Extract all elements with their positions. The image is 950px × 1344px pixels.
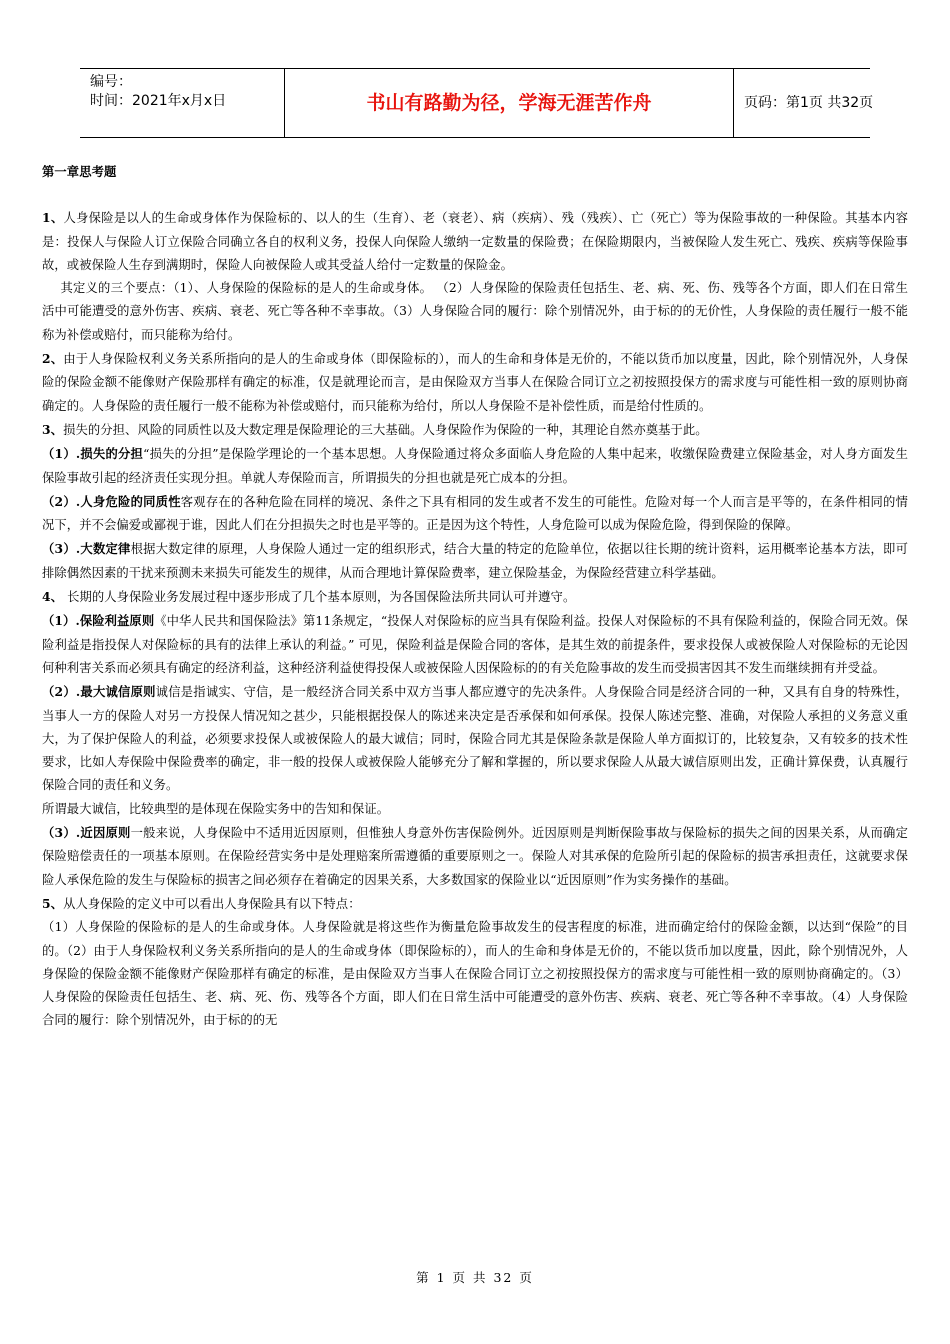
page-header — [80, 68, 874, 138]
paragraph-text: 所谓最大诚信，比较典型的是体现在保险实务中的告知和保证。 — [42, 801, 390, 816]
number-label: 编号： — [90, 74, 132, 90]
header-meta — [80, 69, 284, 137]
paragraph-11 — [42, 798, 908, 821]
paragraph-lead: （1）.保险利益原则 — [42, 613, 155, 629]
document-body — [42, 160, 908, 1033]
paragraph-lead: 4、 — [42, 589, 64, 605]
paragraph-lead: 2、 — [42, 351, 64, 367]
paragraph-7 — [42, 537, 908, 585]
paragraph-6 — [42, 490, 908, 538]
paragraph-14 — [42, 916, 908, 1032]
paragraph-9 — [42, 609, 908, 680]
page-footer: 第 1 页 共 32 页 — [416, 1270, 534, 1285]
paragraph-3 — [42, 347, 908, 418]
paragraph-text: 一般来说，人身保险中不适用近因原则，但惟独人身意外伤害保险例外。近因原则是判断保险事故与保险标的损失之间的因果关系，从而确定保险赔偿责任的一项基本原则。在保险经营实务中是处理赔案所需遵循的重要原则之一。保险人对其承保的危险所引起的保险标的损害承担责任，这就要求保险人承保危险的发生与保险标的损害之间必须存在着确定的因果关系，大多数国家的保险业以“近因原则”作为实务操作的基础。 — [42, 826, 908, 887]
paragraph-text: 《中华人民共和国保险法》第11条规定，“投保人对保险标的应当具有保险利益。投保人对保险标的不具有保险利益的，保险合同无效。保险利益是指投保人对保险标的具有的法律上承认的利益。” 可见，保险利益是保险合同的客体，是其生效的前提条件，要求投保人或被保险人对保险标的无论因何种利害关系而必须具有确定的经济利益，这种经济利益使得投保人或被保险人因保险标的的有关危险事故的发生而受损害因其不发生而继续拥有并受益。 — [42, 614, 908, 675]
paragraph-13 — [42, 892, 908, 916]
motto: 书山有路勤为径，学海无涯苦作舟 — [284, 69, 734, 137]
paragraph-1 — [42, 206, 908, 277]
paragraph-lead: （3）.近因原则 — [42, 825, 131, 841]
paragraph-5 — [42, 442, 908, 490]
paragraph-lead: （2）.最大诚信原则 — [42, 684, 156, 700]
paragraph-text: 诚信是指诚实、守信，是一般经济合同关系中双方当事人都应遵守的先决条件。人身保险合同是经济合同的一种，又具有自身的特殊性，当事人一方的保险人对另一方投保人情况知之甚少，只能根据投保人的陈述来决定是否承保和如何承保。投保人陈述完整、准确，对保险人承担的义务意义重大，为了保护保险人的利益，必须要求投保人或被保险人的最大诚信；同时，保险合同尤其是保险条款是保险人单方面拟订的，比较复杂，又有较多的技术性要求，比如人寿保险中保险费率的确定，非一般的投保人或被保险人能够充分了解和掌握的，所以要求保险人从最大诚信原则出发，正确计算保费，认真履行保险合同的责任和义务。 — [42, 685, 908, 793]
paragraph-text: 人身保险是以人的生命或身体作为保险标的、以人的生（生育）、老（衰老）、病（疾病）、残（残疾）、亡（死亡）等为保险事故的一种保险。其基本内容是：投保人与保险人订立保险合同确立各自的权利义务，投保人向保险人缴纳一定数量的保险费；在保险期限内，当被保险人发生死亡、残疾、疾病等保险事故，或被保险人生存到满期时，保险人向被保险人或其受益人给付一定数量的保险金。 — [42, 211, 908, 272]
paragraph-text: 从人身保险的定义中可以看出人身保险具有以下特点： — [63, 896, 361, 911]
paragraph-text: 长期的人身保险业务发展过程中逐步形成了几个基本原则，为各国保险法所共同认可并遵守。 — [63, 590, 576, 605]
paragraph-2 — [42, 277, 908, 347]
paragraph-lead: （3）.大数定律 — [42, 541, 131, 557]
chapter-title: 第一章思考题 — [42, 164, 117, 179]
paragraph-lead: 3、 — [42, 421, 64, 437]
page-label: 页码：第1页 共32页 — [744, 95, 874, 111]
paragraph-4 — [42, 418, 908, 442]
paragraph-text: 其定义的三个要点：（1）、人身保险的保险标的是人的生命或身体。 （2）人身保险的保险责任包括生、老、病、死、伤、残等各个方面，即人们在日常生活中可能遭受的意外伤害、疾病、衰老、死亡等各种不幸事故。（3）人身保险合同的履行：除个别情况外，由于标的的无价性，人身保险的责任履行一般不能称为补偿或赔付，而只能称为给付。 — [42, 281, 908, 342]
paragraph-12 — [42, 821, 908, 892]
paragraph-text: “损失的分担”是保险学理论的一个基本思想。人身保险通过将众多面临人身危险的人集中起来，收缴保险费建立保险基金，对人身方面发生保险事故引起的经济责任实现分担。单就人寿保险而言，所谓损失的分担也就是死亡成本的分担。 — [42, 447, 908, 485]
paragraph-8 — [42, 585, 908, 609]
paragraph-10 — [42, 680, 908, 797]
time-label: 时间：2021年x月x日 — [90, 93, 227, 109]
paragraph-text: 由于人身保险权利义务关系所指向的是人的生命或身体（即保险标的），而人的生命和身体是无价的，不能以货币加以度量，因此，除个别情况外，人身保险的保险金额不能像财产保险那样有确定的标准，仅是就理论而言，是由保险双方当事人在保险合同订立之初按照投保方的需求度与可能性相一致的原则协商确定的。人身保险的责任履行一般不能称为补偿或赔付，而只能称为给付，所以人身保险不是补偿性质，而是给付性质的。 — [42, 352, 908, 413]
paragraph-lead: （2）.人身危险的同质性 — [42, 493, 181, 509]
paragraph-text: （1）人身保险的保险标的是人的生命或身体。人身保险就是将这些作为衡量危险事故发生的侵害程度的标准，进而确定给付的保险金额，以达到“保险”的目的。（2）由于人身保险权利义务关系所指向的是人的生命或身体（即保险标的），而人的生命和身体是无价的，不能以货币加以度量，因此，除个别情况外，人身保险的保险金额不能像财产保险那样有确定的标准，是由保险双方当事人在保险合同订立之初按照投保方的需求度与可能性相一致的原则协商确定的。（3）人身保险的保险责任包括生、老、病、死、伤、残等各个方面，即人们在日常生活中可能遭受的意外伤害、疾病、衰老、死亡等各种不幸事故。（4）人身保险合同的履行：除个别情况外，由于标的的无 — [42, 920, 908, 1028]
paragraph-text: 客观存在的各种危险在同样的境况、条件之下具有相同的发生或者不发生的可能性。危险对每一个人而言是平等的，在条件相同的情况下，并不会偏爱或鄙视于谁，因此人们在分担损失之时也是平等的。正是因为这个特性，人身危险可以成为保险危险，得到保险的保障。 — [42, 494, 908, 533]
paragraph-text: 根据大数定律的原理，人身保险人通过一定的组织形式，结合大量的特定的危险单位，依据以往长期的统计资料，运用概率论基本方法，即可排除偶然因素的干扰来预测未来损失可能发生的规律，从而合理地计算保险费率，建立保险基金，为保险经营建立科学基础。 — [42, 542, 908, 580]
paragraph-lead: 5、 — [42, 895, 64, 911]
paragraph-text: 损失的分担、风险的同质性以及大数定理是保险理论的三大基础。人身保险作为保险的一种，其理论自然亦奠基于此。 — [63, 422, 708, 437]
paragraph-lead: 1、 — [42, 210, 64, 226]
paragraph-lead: （1）.损失的分担 — [42, 446, 144, 462]
